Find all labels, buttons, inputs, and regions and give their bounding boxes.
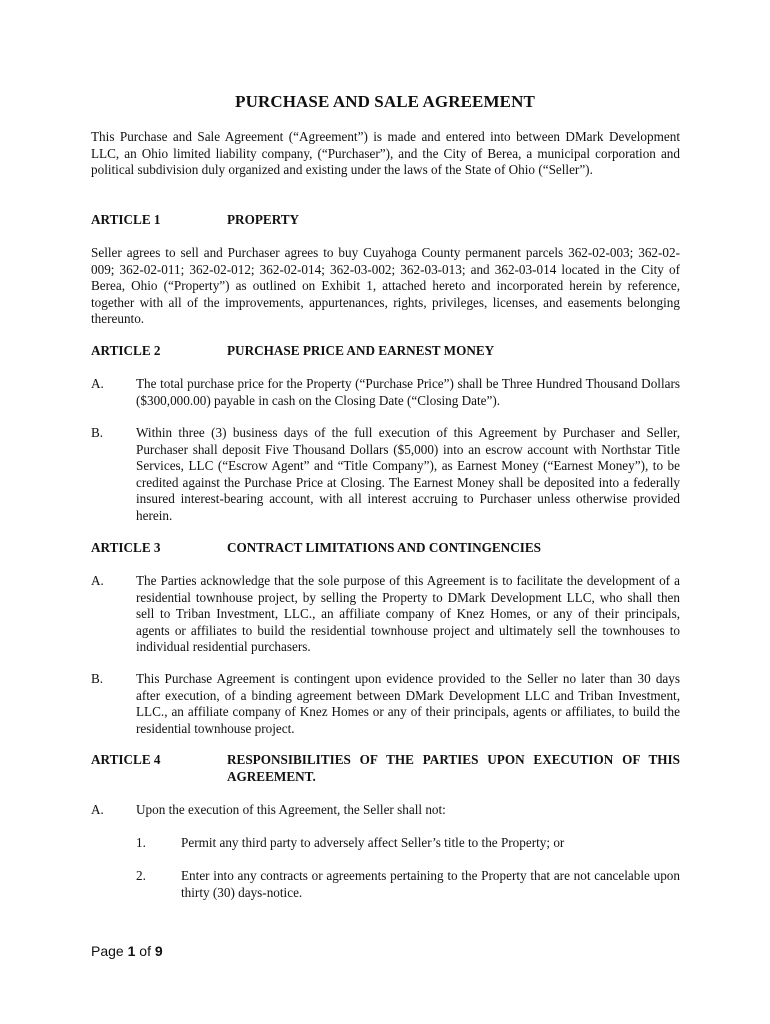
page-footer [91, 943, 163, 959]
article-3-number: ARTICLE 3 [91, 540, 161, 555]
document-title: PURCHASE AND SALE AGREEMENT [235, 92, 535, 111]
article-4-subitem-2-number: 2. [136, 868, 146, 883]
article-1-body: Seller agrees to sell and Purchaser agrees to buy Cuyahoga County permanent parcels 362-02-003; 362-02-009; 362-02-011; 362-02-012; 362-02-014; 362-03-002; 362-03-013; and 362-03-014 located in the City of Berea, Ohio (“Property”) as outlined on Exhibit 1, attached hereto and incorporated herein by reference, together with all of the improvements, appurtenances, rights, privileges, licenses, and easements belonging thereunto. [91, 245, 680, 326]
article-4-item-a-text: Upon the execution of this Agreement, the Seller shall not: [136, 802, 446, 817]
article-3-item-a-text: The Parties acknowledge that the sole purpose of this Agreement is to facilitate the development of a residential townhouse project, by selling the Property to DMark Development LLC, who shall then sell to Triban Investment, LLC., an affiliate company of Knez Homes, or any of their principals, agents or affiliates to build the residential townhouse project and ultimately sell the townhouses to individual residential purchasers. [136, 573, 680, 654]
article-4-heading: RESPONSIBILITIES OF THE PARTIES UPON EXECUTION OF THIS AGREEMENT. [227, 752, 680, 784]
article-4-subitem-1-text: Permit any third party to adversely affect Seller’s title to the Property; or [181, 835, 565, 850]
article-2-item-a-letter: A. [91, 376, 104, 391]
footer-total-pages: 9 [154, 943, 163, 959]
article-2-heading: PURCHASE PRICE AND EARNEST MONEY [227, 343, 495, 358]
footer-of-label: of [139, 943, 151, 959]
article-3-item-a-letter: A. [91, 573, 104, 588]
article-3-item-b-text: This Purchase Agreement is contingent upon evidence provided to the Seller no later than 30 days after execution, of a binding agreement between DMark Development LLC and Triban Investment, LLC., an affiliate company of Knez Homes or any of their principals, agents or affiliates, to build the residential townhouse project. [136, 671, 680, 736]
article-3-item-b-letter: B. [91, 671, 104, 686]
article-3-heading: CONTRACT LIMITATIONS AND CONTINGENCIES [227, 540, 541, 555]
intro-paragraph: This Purchase and Sale Agreement (“Agreement”) is made and entered into between DMark Development LLC, an Ohio limited liability company, (“Purchaser”), and the City of Berea, a municipal corporation and political subdivision duly organized and existing under the laws of the State of Ohio (“Seller”). [91, 129, 680, 177]
article-2-number: ARTICLE 2 [91, 343, 161, 358]
article-2-item-b-letter: B. [91, 425, 104, 440]
article-2-item-a-text: The total purchase price for the Property (“Purchase Price”) shall be Three Hundred Thousand Dollars ($300,000.00) payable in cash on the Closing Date (“Closing Date”). [136, 376, 680, 408]
article-4-item-a-letter: A. [91, 802, 104, 817]
article-1-heading: PROPERTY [227, 212, 300, 227]
article-4-subitem-2-text: Enter into any contracts or agreements pertaining to the Property that are not cancelable upon thirty (30) days-notice. [181, 868, 680, 900]
footer-page-number: 1 [127, 943, 136, 959]
footer-page-label: Page [91, 943, 124, 959]
article-4-number: ARTICLE 4 [91, 752, 161, 767]
article-2-item-b-text: Within three (3) business days of the full execution of this Agreement by Purchaser and Seller, Purchaser shall deposit Five Thousand Dollars ($5,000) into an escrow account with Northstar Title Services, LLC (“Escrow Agent” and “Title Company”), as Earnest Money (“Earnest Money”), to be credited against the Purchase Price at Closing. The Earnest Money shall be deposited into a federally insured interest-bearing account, with all interest accruing to Purchaser unless otherwise provided herein. [136, 425, 680, 523]
article-1-number: ARTICLE 1 [91, 212, 161, 227]
article-4-subitem-1-number: 1. [136, 835, 146, 850]
